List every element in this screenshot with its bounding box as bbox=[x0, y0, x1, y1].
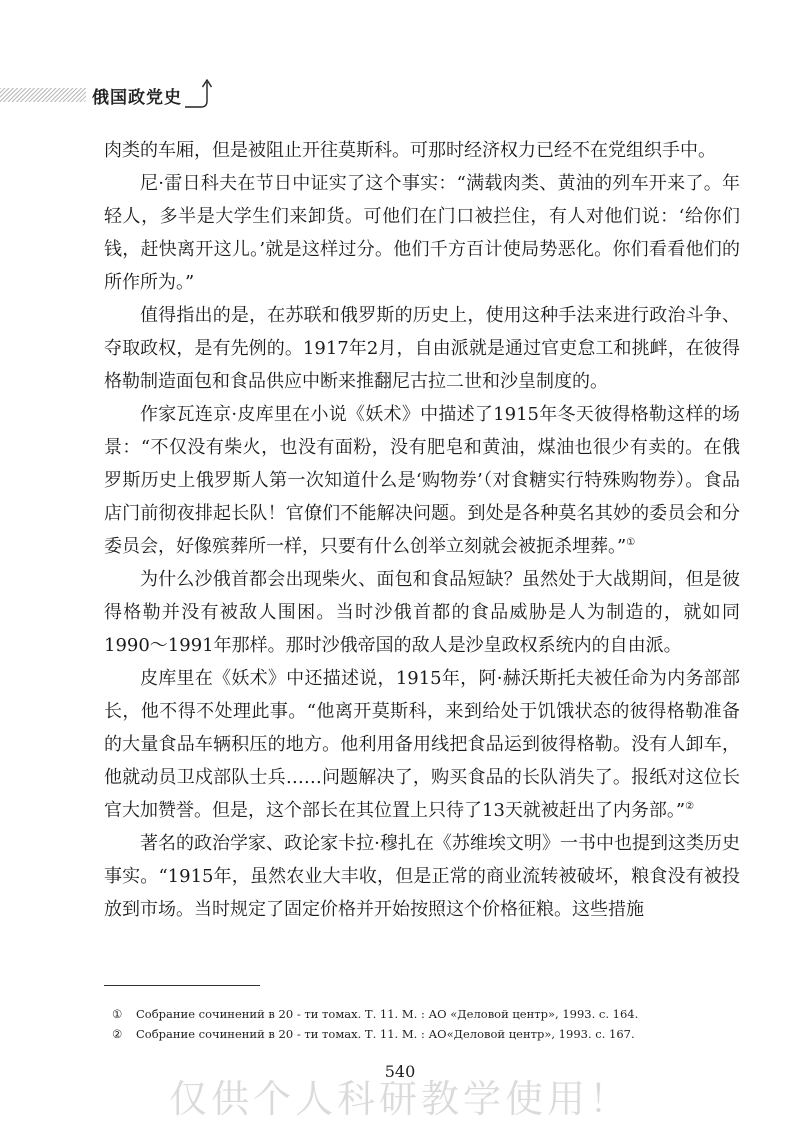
watermark: 仅供个人科研教学使用！ bbox=[168, 1077, 631, 1121]
paragraph bbox=[104, 563, 740, 662]
footnote-mark: ① bbox=[112, 1007, 123, 1021]
header-hatch-decoration bbox=[0, 88, 86, 102]
paragraph bbox=[104, 167, 740, 299]
page-number: 540 bbox=[384, 1062, 416, 1081]
footnote-item bbox=[112, 1024, 756, 1044]
paragraph-text: 尼·雷日科夫在节日中证实了这个事实：“满载肉类、黄油的列车开来了。年轻人，多半是大学生们来卸货。可他们在门口被拦住，有人对他们说：‘给你们钱，赶快离开这儿。’就是这样过分。他们千方百计使局势恶化。你们看看他们的所作所为。” bbox=[104, 173, 740, 293]
footnote-text: Собрание сочинений в 20 - ти томах. Т. 11. М. : АО «Деловой центр», 1993. с. 164. bbox=[136, 1007, 639, 1021]
paragraph-text: 为什么沙俄首都会出现柴火、面包和食品短缺？虽然处于大战期间，但是彼得格勒并没有被敌人围困。当时沙俄首都的食品威胁是人为制造的，就如同1990～1991年那样。那时沙俄帝国的敌人是沙皇政权系统内的自由派。 bbox=[104, 569, 740, 656]
footnote-text: Собрание сочинений в 20 - ти томах. Т. 11. М. : АО«Деловой центр», 1993. с. 167. bbox=[136, 1027, 635, 1041]
body-text bbox=[104, 134, 740, 926]
paragraph bbox=[104, 662, 740, 827]
running-header-title: 俄国政党史 bbox=[92, 88, 182, 108]
running-header bbox=[0, 78, 220, 112]
paragraph bbox=[104, 398, 740, 563]
paragraph-text: 作家瓦连京·皮库里在小说《妖术》中描述了1915年冬天彼得格勒这样的场景：“不仅没有柴火，也没有面粉，没有肥皂和黄油，煤油也很少有卖的。在俄罗斯历史上俄罗斯人第一次知道什么是‘购物券’（对食糖实行特殊购物券）。食品店门前彻夜排起长队！官僚们不能解决问题。到处是各种莫名其妙的委员会和分委员会，好像殡葬所一样，只要有什么创举立刻就会被扼杀埋葬。” bbox=[104, 404, 740, 557]
paragraph bbox=[104, 134, 740, 167]
header-bracket-arrow-icon bbox=[183, 78, 213, 110]
paragraph bbox=[104, 827, 740, 926]
paragraph-text: 皮库里在《妖术》中还描述说，1915年，阿·赫沃斯托夫被任命为内务部部长，他不得不处理此事。“他离开莫斯科，来到给处于饥饿状态的彼得格勒准备的大量食品车辆积压的地方。他利用备用线把食品运到彼得格勒。没有人卸车，他就动员卫戍部队士兵……问题解决了，购买食品的长队消失了。报纸对这位长官大加赞誉。但是，这个部长在其位置上只待了13天就被赶出了内务部。” bbox=[104, 668, 740, 821]
footnote-reference: ② bbox=[685, 801, 695, 812]
footnotes bbox=[112, 1004, 756, 1044]
footnote-item bbox=[112, 1004, 756, 1024]
paragraph-text: 肉类的车厢，但是被阻止开往莫斯科。可那时经济权力已经不在党组织手中。 bbox=[104, 140, 716, 161]
footnote-divider bbox=[104, 985, 260, 986]
paragraph-text: 著名的政治学家、政论家卡拉·穆扎在《苏维埃文明》一书中也提到这类历史事实。“1915年，虽然农业大丰收，但是正常的商业流转被破坏，粮食没有被投放到市场。当时规定了固定价格并开始按照这个价格征粮。这些措施 bbox=[104, 833, 740, 920]
paragraph bbox=[104, 299, 740, 398]
paragraph-text: 值得指出的是，在苏联和俄罗斯的历史上，使用这种手法来进行政治斗争、夺取政权，是有先例的。1917年2月，自由派就是通过官吏怠工和挑衅，在彼得格勒制造面包和食品供应中断来推翻尼古拉二世和沙皇制度的。 bbox=[104, 305, 740, 392]
footnote-reference: ① bbox=[626, 537, 636, 548]
footnote-mark: ② bbox=[112, 1027, 123, 1041]
